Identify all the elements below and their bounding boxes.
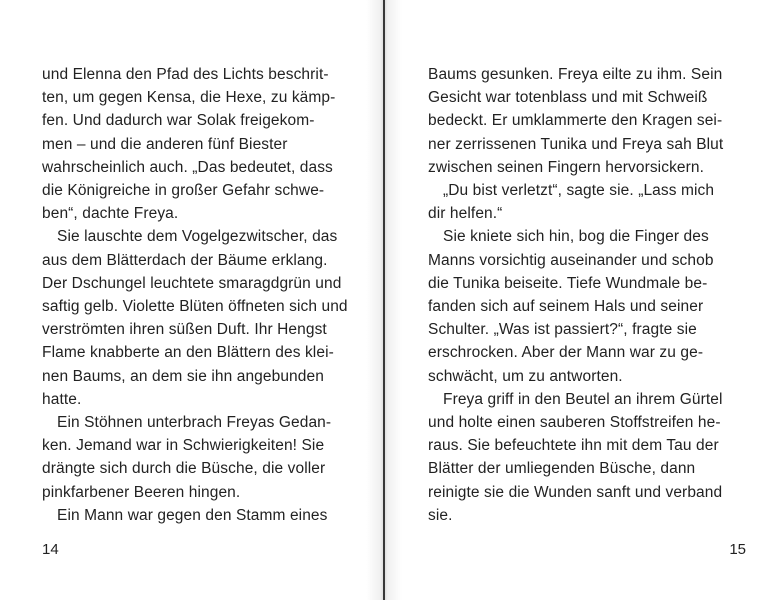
text-line: sie. — [428, 506, 453, 524]
right-page-number: 15 — [729, 541, 746, 558]
text-line: Sie lauschte dem Vogelgezwitscher, das — [57, 228, 338, 246]
text-line: hatte. — [42, 390, 82, 408]
text-line: fen. Und dadurch war Solak freigekom- — [42, 112, 315, 130]
left-page-text — [42, 63, 368, 527]
text-line: ben“, dachte Freya. — [42, 205, 179, 223]
text-line: Manns vorsichtig auseinander und schob — [428, 251, 714, 269]
text-line: Gesicht war totenblass und mit Schweiß — [428, 89, 708, 107]
text-line: fanden sich auf seinem Hals und seiner — [428, 298, 704, 316]
text-line: Baums gesunken. Freya eilte zu ihm. Sein — [428, 66, 723, 83]
text-line: Schulter. „Was ist passiert?“, fragte sie — [428, 321, 697, 339]
text-line: Blätter der umliegenden Büsche, dann — [428, 460, 696, 478]
left-page — [0, 0, 381, 600]
text-line: dir helfen.“ — [428, 205, 503, 223]
text-line: Ein Mann war gegen den Stamm eines — [57, 506, 328, 524]
text-line: nen Baums, an dem sie ihn angebunden — [42, 367, 324, 385]
page-gutter-line — [383, 0, 385, 600]
text-line: und Elenna den Pfad des Lichts beschrit- — [42, 66, 329, 83]
text-line: men – und die anderen fünf Biester — [42, 135, 288, 153]
text-line: saftig gelb. Violette Blüten öffneten sich und — [42, 298, 348, 316]
text-line: reinigte sie die Wunden sanft und verband — [428, 483, 723, 501]
text-line: pinkfarbener Beeren hingen. — [42, 483, 241, 501]
text-line: bedeckt. Er umklammerte den Kragen sei- — [428, 112, 723, 130]
text-line: raus. Sie befeuchtete ihn mit dem Tau der — [428, 437, 719, 455]
text-line: wahrscheinlich auch. „Das bedeutet, dass — [42, 158, 333, 176]
right-page-text — [428, 63, 754, 527]
text-line: die Tunika beiseite. Tiefe Wundmale be- — [428, 274, 708, 292]
text-line: erschrocken. Aber der Mann war zu ge- — [428, 344, 704, 362]
text-line: drängte sich durch die Büsche, die voller — [42, 460, 326, 478]
text-line: ner zerrissenen Tunika und Freya sah Blut — [428, 135, 724, 153]
text-line: und holte einen sauberen Stoffstreifen he- — [428, 414, 721, 432]
text-line: zwischen seinen Fingern hervorsickern. — [428, 158, 705, 176]
text-line: Freya griff in den Beutel an ihrem Gürtel — [443, 390, 723, 408]
text-line: verströmten ihren süßen Duft. Ihr Hengst — [42, 321, 327, 339]
right-page — [388, 0, 769, 600]
text-line: Der Dschungel leuchtete smaragdgrün und — [42, 274, 342, 292]
left-page-number: 14 — [42, 541, 59, 558]
text-line: schwächt, um zu antworten. — [428, 367, 623, 385]
text-line: die Königreiche in großer Gefahr schwe- — [42, 182, 325, 200]
text-line: Ein Stöhnen unterbrach Freyas Gedan- — [57, 414, 332, 432]
text-line: „Du bist verletzt“, sagte sie. „Lass mich — [443, 182, 715, 200]
text-line: aus dem Blätterdach der Bäume erklang. — [42, 251, 328, 269]
text-line: ten, um gegen Kensa, die Hexe, zu kämp- — [42, 89, 336, 107]
text-line: ken. Jemand war in Schwierigkeiten! Sie — [42, 437, 325, 455]
text-line: Sie kniete sich hin, bog die Finger des — [443, 228, 709, 246]
text-line: Flame knabberte an den Blättern des klei- — [42, 344, 334, 362]
